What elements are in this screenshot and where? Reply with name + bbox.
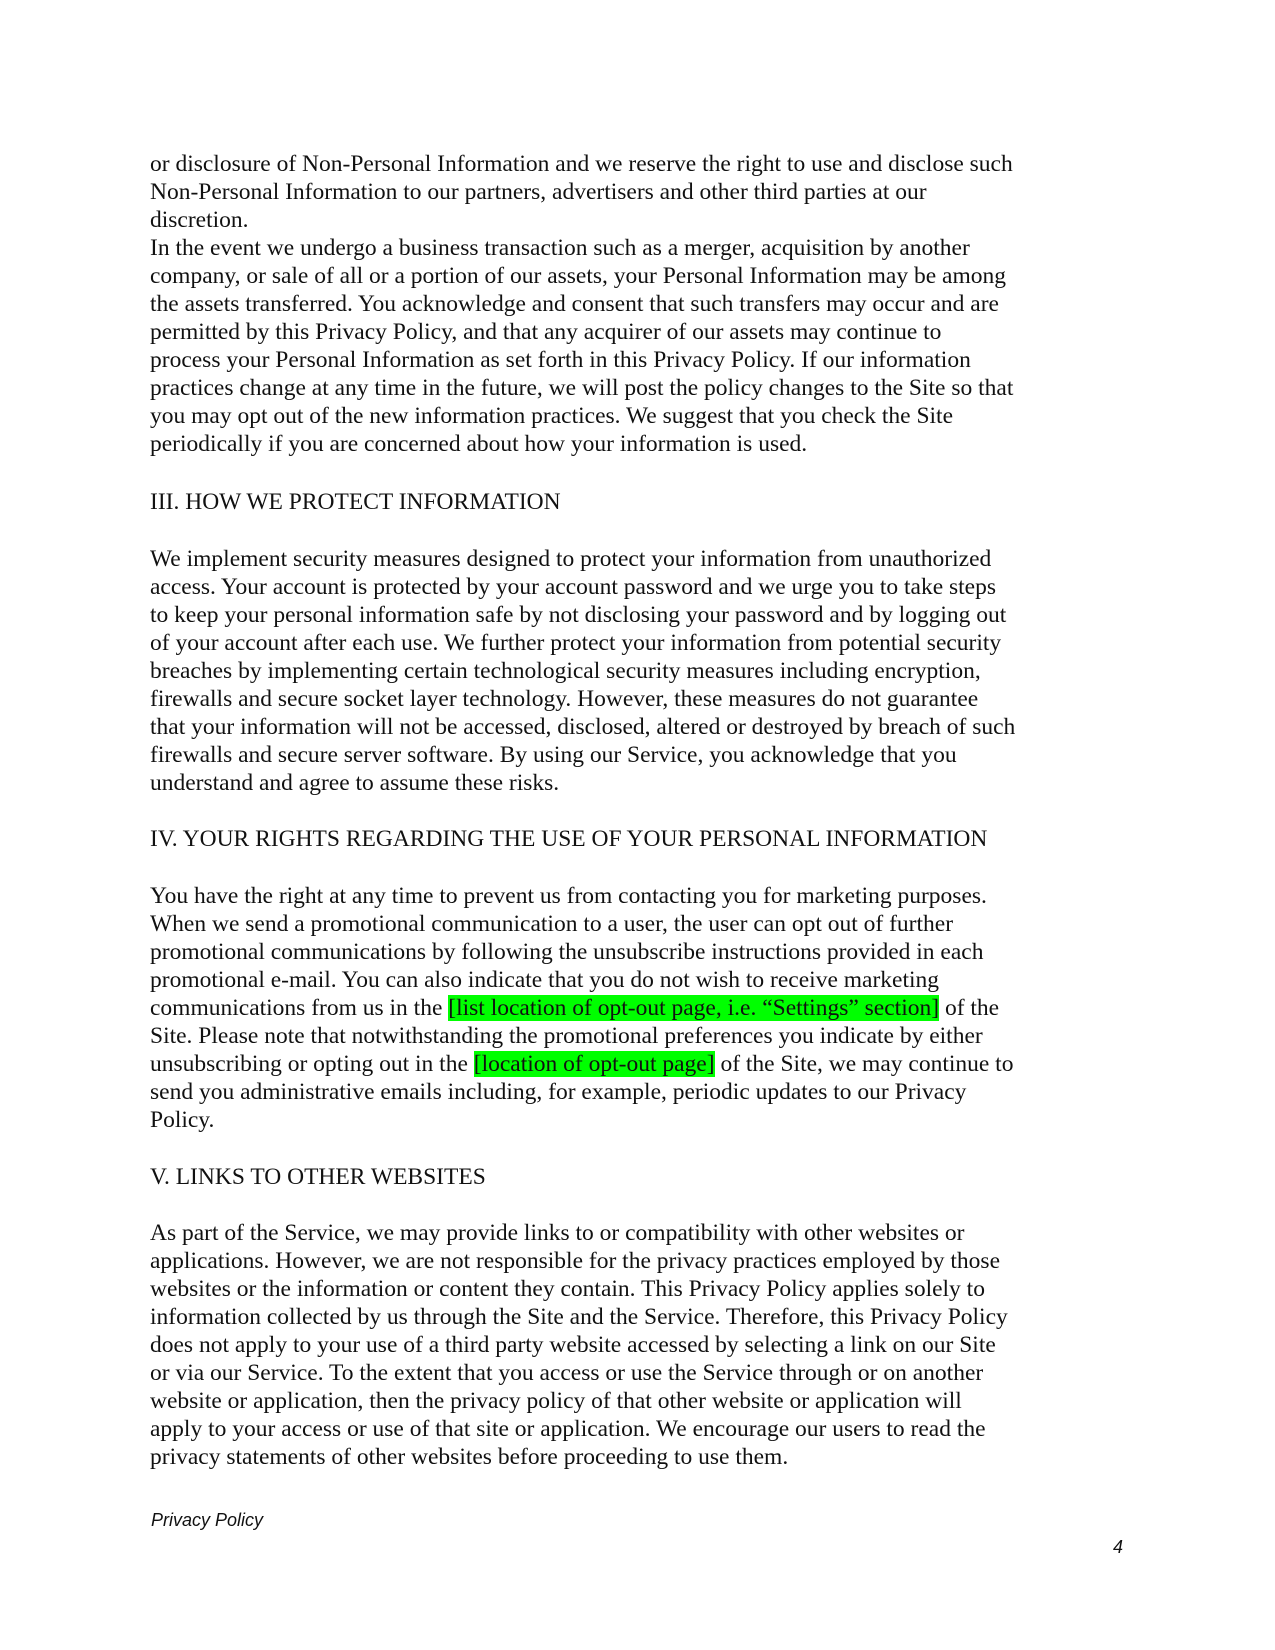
text-line: In the event we undergo a business transaction such as a merger, acquisition by another (150, 235, 970, 261)
text-segment: communications from us in the (150, 995, 449, 1021)
text-line: or disclosure of Non-Personal Information and we reserve the right to use and disclose such (150, 151, 1013, 177)
text-line: to keep your personal information safe by not disclosing your password and by logging out (150, 602, 1007, 628)
text-line: you may opt out of the new information practices. We suggest that you check the Site (150, 403, 954, 429)
text-segment: of the Site, we may continue to (714, 1051, 1014, 1077)
text-line: of your account after each use. We further protect your information from potential security (150, 630, 1002, 656)
text-line: company, or sale of all or a portion of our assets, your Personal Information may be among (150, 263, 1007, 289)
text-line: firewalls and secure server software. By using our Service, you acknowledge that you (150, 742, 957, 768)
text-segment: unsubscribing or opting out in the (150, 1051, 474, 1077)
text-line: You have the right at any time to prevent us from contacting you for marketing purposes. (150, 883, 987, 909)
text-line: does not apply to your use of a third party website accessed by selecting a link on our Site (150, 1332, 996, 1358)
text-line: periodically if you are concerned about how your information is used. (150, 431, 808, 457)
page-number: 4 (1113, 1537, 1124, 1557)
text-line: promotional e-mail. You can also indicate that you do not wish to receive marketing (150, 967, 940, 993)
text-line: Site. Please note that notwithstanding the promotional preferences you indicate by either (150, 1023, 983, 1049)
section-body-links-to-other-websites (150, 1219, 1150, 1471)
text-line: Non-Personal Information to our partners, advertisers and other third parties at our (150, 179, 927, 205)
section-body-your-rights (150, 882, 1150, 1134)
section-heading-links-to-other-websites: V. LINKS TO OTHER WEBSITES (150, 1164, 486, 1190)
footer-document-title: Privacy Policy (151, 1510, 264, 1530)
text-line: the assets transferred. You acknowledge and consent that such transfers may occur and are (150, 291, 999, 317)
text-line: website or application, then the privacy policy of that other website or application will (150, 1388, 962, 1414)
placeholder-highlight-opt-out-page: [location of opt-out page] (473, 1051, 715, 1077)
text-line: information collected by us through the Site and the Service. Therefore, this Privacy Policy (150, 1304, 1008, 1330)
section-heading-your-rights: IV. YOUR RIGHTS REGARDING THE USE OF YOUR PERSONAL INFORMATION (150, 826, 988, 852)
continuation-paragraph (150, 150, 1150, 458)
text-line: send you administrative emails including, for example, periodic updates to our Privacy (150, 1079, 967, 1105)
text-line: privacy statements of other websites before proceeding to use them. (150, 1444, 789, 1470)
text-line (150, 994, 1150, 1022)
text-line: When we send a promotional communication to a user, the user can opt out of further (150, 911, 954, 937)
section-heading-protect-information: III. HOW WE PROTECT INFORMATION (150, 489, 561, 515)
text-line: breaches by implementing certain technological security measures including encryption, (150, 658, 981, 684)
text-line: promotional communications by following the unsubscribe instructions provided in each (150, 939, 984, 965)
text-line: apply to your access or use of that site or application. We encourage our users to read the (150, 1416, 986, 1442)
text-line: discretion. (150, 207, 249, 233)
text-line: We implement security measures designed to protect your information from unauthorized (150, 546, 992, 572)
text-segment: of the (939, 995, 1000, 1021)
text-line: permitted by this Privacy Policy, and that any acquirer of our assets may continue to (150, 319, 942, 345)
text-line: applications. However, we are not responsible for the privacy practices employed by those (150, 1248, 1000, 1274)
text-line: understand and agree to assume these risks. (150, 770, 560, 796)
text-line: access. Your account is protected by your account password and we urge you to take steps (150, 574, 996, 600)
section-body-protect-information (150, 545, 1150, 797)
text-line: Policy. (150, 1107, 215, 1133)
text-line: or via our Service. To the extent that you access or use the Service through or on another (150, 1360, 984, 1386)
text-line: process your Personal Information as set forth in this Privacy Policy. If our information (150, 347, 971, 373)
text-line: websites or the information or content they contain. This Privacy Policy applies solely to (150, 1276, 985, 1302)
text-line: practices change at any time in the future, we will post the policy changes to the Site so that (150, 375, 1014, 401)
text-line: As part of the Service, we may provide links to or compatibility with other websites or (150, 1220, 965, 1246)
text-line (150, 1050, 1150, 1078)
placeholder-highlight-settings-section: [list location of opt-out page, i.e. “Settings” section] (448, 995, 940, 1021)
text-line: that your information will not be accessed, disclosed, altered or destroyed by breach of such (150, 714, 1016, 740)
text-line: firewalls and secure socket layer technology. However, these measures do not guarantee (150, 686, 979, 712)
